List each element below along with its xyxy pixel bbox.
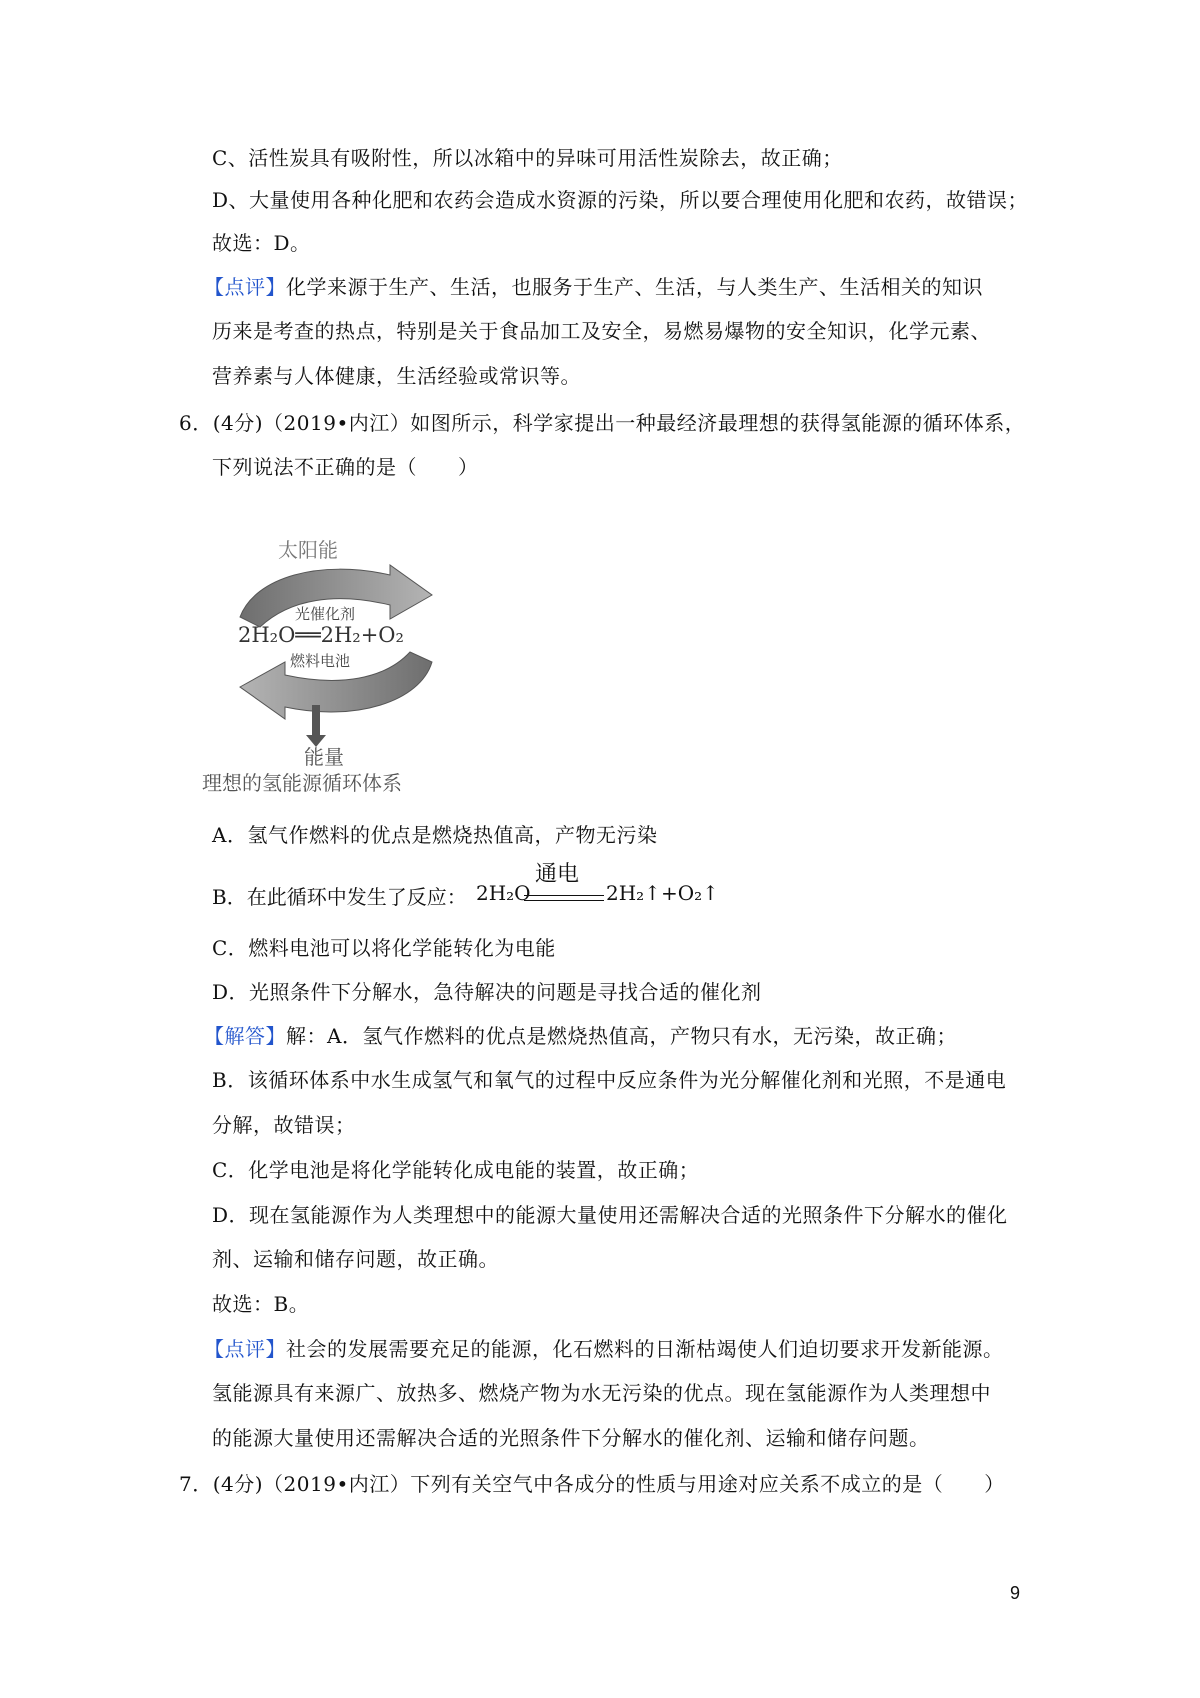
equation-bar-top (524, 895, 604, 896)
option-b-text: B．在此循环中发生了反应： (212, 885, 467, 909)
hydrogen-cycle-figure (200, 537, 470, 797)
text-line: D、大量使用各种化肥和农药会造成水资源的污染，所以要合理使用化肥和农药，故错误； (212, 188, 1029, 212)
answer-tag: 【解答】 (204, 1024, 286, 1048)
text-line: C．化学电池是将化学能转化成电能的装置，故正确； (212, 1158, 700, 1182)
question-6-subtitle: 下列说法不正确的是（ ） (212, 455, 479, 479)
question-7-title: 7．(4分)（2019•内江）下列有关空气中各成分的性质与用途对应关系不成立的是（ ） (179, 1472, 1005, 1496)
comment-text: 化学来源于生产、生活，也服务于生产、生活，与人类生产、生活相关的知识 (286, 275, 983, 299)
equation-condition: 通电 (535, 862, 580, 887)
solar-energy-label: 太阳能 (278, 538, 338, 562)
answer-text: 解：A．氢气作燃料的优点是燃烧热值高，产物只有水，无污染，故正确； (286, 1024, 957, 1048)
comment-tag: 【点评】 (204, 275, 286, 299)
option-a: A．氢气作燃料的优点是燃烧热值高，产物无污染 (212, 823, 658, 847)
text-line: B．该循环体系中水生成氢气和氧气的过程中反应条件为光分解催化剂和光照，不是通电 (212, 1068, 1007, 1092)
text-line: 剂、运输和储存问题，故正确。 (212, 1247, 499, 1271)
catalyst-label: 光催化剂 (295, 605, 356, 623)
text-line: 故选：B。 (212, 1292, 310, 1316)
review-tag: 【点评】 (204, 1337, 286, 1361)
answer-line (204, 1021, 957, 1051)
text-line: D．现在氢能源作为人类理想中的能源大量使用还需解决合适的光照条件下分解水的催化 (212, 1203, 1008, 1227)
text-line: 分解，故错误； (212, 1113, 356, 1137)
equation-bar-bottom (524, 900, 604, 901)
text-line: 营养素与人体健康，生活经验或常识等。 (212, 364, 581, 388)
comment-line (204, 272, 983, 302)
equation-right: 2H₂↑+O₂↑ (606, 881, 719, 905)
equation-left: 2H₂O (476, 881, 531, 905)
text-line: 故选：D。 (212, 231, 311, 255)
cycle-diagram (200, 537, 470, 797)
text-line: 氢能源具有来源广、放热多、燃烧产物为水无污染的优点。现在氢能源作为人类理想中 (212, 1381, 991, 1405)
fuel-cell-label: 燃料电池 (290, 652, 351, 670)
review-line (204, 1334, 1004, 1364)
energy-label: 能量 (304, 745, 344, 769)
review-text: 社会的发展需要充足的能源，化石燃料的日渐枯竭使人们迫切要求开发新能源。 (286, 1337, 1004, 1361)
text-line: 的能源大量使用还需解决合适的光照条件下分解水的催化剂、运输和储存问题。 (212, 1426, 930, 1450)
option-c: C．燃料电池可以将化学能转化为电能 (212, 936, 556, 960)
figure-caption: 理想的氢能源循环体系 (202, 771, 402, 795)
page-number: 9 (1010, 1583, 1021, 1603)
text-line: 历来是考查的热点，特别是关于食品加工及安全，易燃易爆物的安全知识，化学元素、 (212, 319, 991, 343)
option-d: D．光照条件下分解水，急待解决的问题是寻找合适的催化剂 (212, 980, 762, 1004)
text-line: C、活性炭具有吸附性，所以冰箱中的异味可用活性炭除去，故正确； (212, 146, 843, 170)
question-6-title: 6．(4分)（2019•内江）如图所示，科学家提出一种最经济最理想的获得氢能源的循环体系， (179, 411, 1026, 435)
cycle-equation: 2H₂O══2H₂+O₂ (238, 623, 404, 647)
